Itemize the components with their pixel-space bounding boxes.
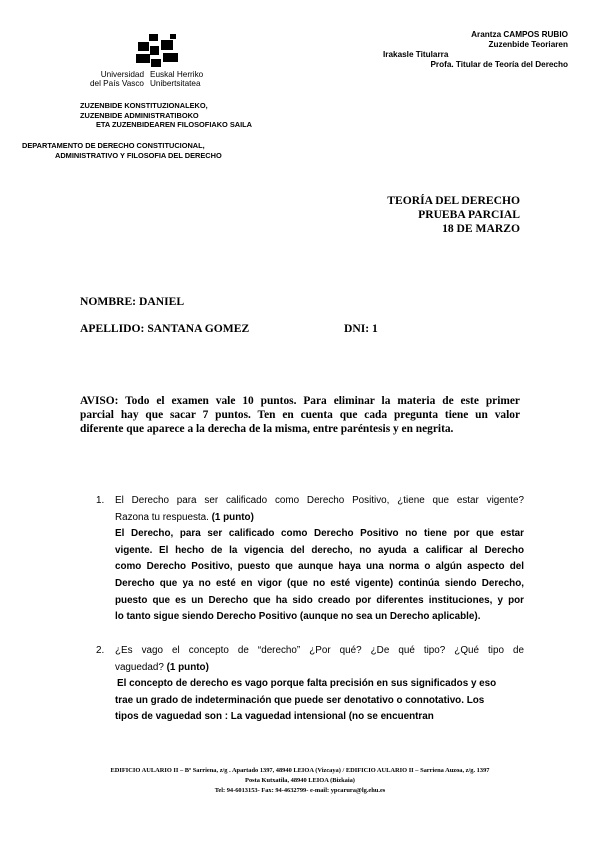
question-text: ¿Es vago el concepto de “derecho” ¿Por qué? ¿De qué tipo? ¿Qué tipo de (115, 645, 524, 656)
name-label: NOMBRE: (80, 295, 137, 308)
question-number: 2. (96, 645, 105, 656)
professor-name: Arantza CAMPOS RUBIO (471, 30, 568, 39)
question-text: Razona tu respuesta. (115, 511, 209, 523)
exam-date: 18 DE MARZO (442, 222, 520, 235)
department-name-eu: ZUZENBIDE KONSTITUZIONALEKO, ZUZENBIDE ADMINISTRATIBOKO ETA ZUZENBIDEAREN FILOSOFIAKO SAILA (80, 101, 253, 129)
exam-subject: TEORÍA DEL DERECHO (387, 194, 520, 207)
page-footer (0, 766, 600, 796)
question-points: (1 punto) (211, 511, 254, 523)
answer-text: El Derecho, para ser calificado como Derecho Positivo no tiene por que estar vigente. El hecho de la vigencia del derecho, no ayuda a calificar al Derecho como Derecho Positivo, puesto que aunque haya una norma o algún aspecto del Derecho que ya no esté en vigor (que no esté vigente) continúa siendo Derecho, puesto que es un Derecho que ha sido creado por diferentes instituciones, y por lo tanto sigue siendo Derecho Positivo (aunque no sea un Derecho aplicable). (115, 528, 524, 623)
exam-title-block (387, 194, 520, 236)
university-logo (134, 34, 180, 68)
professor-role-es: Profa. Titular de Teoría del Derecho (430, 60, 568, 69)
footer-contact: Tel: 94-6013153- Fax: 94-4632799- e-mail: ypcarura@lg.ehu.es (214, 787, 386, 794)
question-1 (96, 493, 524, 626)
dni-value: 1 (372, 322, 378, 335)
professor-role-eu: Irakasle Titularra (383, 50, 449, 59)
name-value: DANIEL (138, 295, 185, 308)
surname-label: APELLIDO: (80, 322, 145, 335)
question-text: vaguedad? (115, 661, 164, 673)
answer-text: El concepto de derecho es vago porque falta precisión en sus significados y eso trae un grado de indeterminación que puede ser denotativo o connotativo. Los tipos de vaguedad son : La vaguedad intensional (no se encuentran (115, 678, 497, 723)
student-surname-row (80, 322, 249, 335)
exam-notice: AVISO: Todo el examen vale 10 puntos. Para eliminar la materia de este primer parcial hay que sacar 7 puntos. Ten en cuenta que cada pregunta tiene un valor diferente que aparece a la derecha de la misma, entre paréntesis y en negrita. (80, 395, 520, 435)
university-name-es: Universidad del País Vasco (89, 70, 144, 88)
question-text: El Derecho para ser calificado como Derecho Positivo, ¿tiene que estar vigente? (115, 495, 524, 506)
university-name-eu: Euskal Herriko Unibertsitatea (150, 70, 204, 88)
exam-type: PRUEBA PARCIAL (418, 208, 520, 221)
dni-label: DNI: (344, 322, 370, 335)
question-number: 1. (96, 495, 105, 506)
surname-value: SANTANA GOMEZ (147, 322, 250, 335)
question-2 (96, 643, 524, 726)
question-points: (1 punto) (166, 661, 209, 673)
footer-postbox: Posta Kutxatila, 48940 LEIOA (Bizkaia) (245, 777, 355, 784)
professor-info: Arantza CAMPOS RUBIO Zuzenbide Teoriaren (471, 30, 568, 49)
department-name-es: DEPARTAMENTO DE DERECHO CONSTITUCIONAL, ADMINISTRATIVO Y FILOSOFIA DEL DERECHO (22, 141, 222, 160)
footer-address: EDIFICIO AULARIO II – Bº Sarriena, z/g . Apartado 1397, 48940 LEIOA (Vizcaya) / EDIFICIO AULARIO II – Sarriena Auzoa, z/g. 1397 (110, 767, 490, 774)
student-dni-row (344, 322, 378, 335)
student-name-row (80, 295, 184, 308)
